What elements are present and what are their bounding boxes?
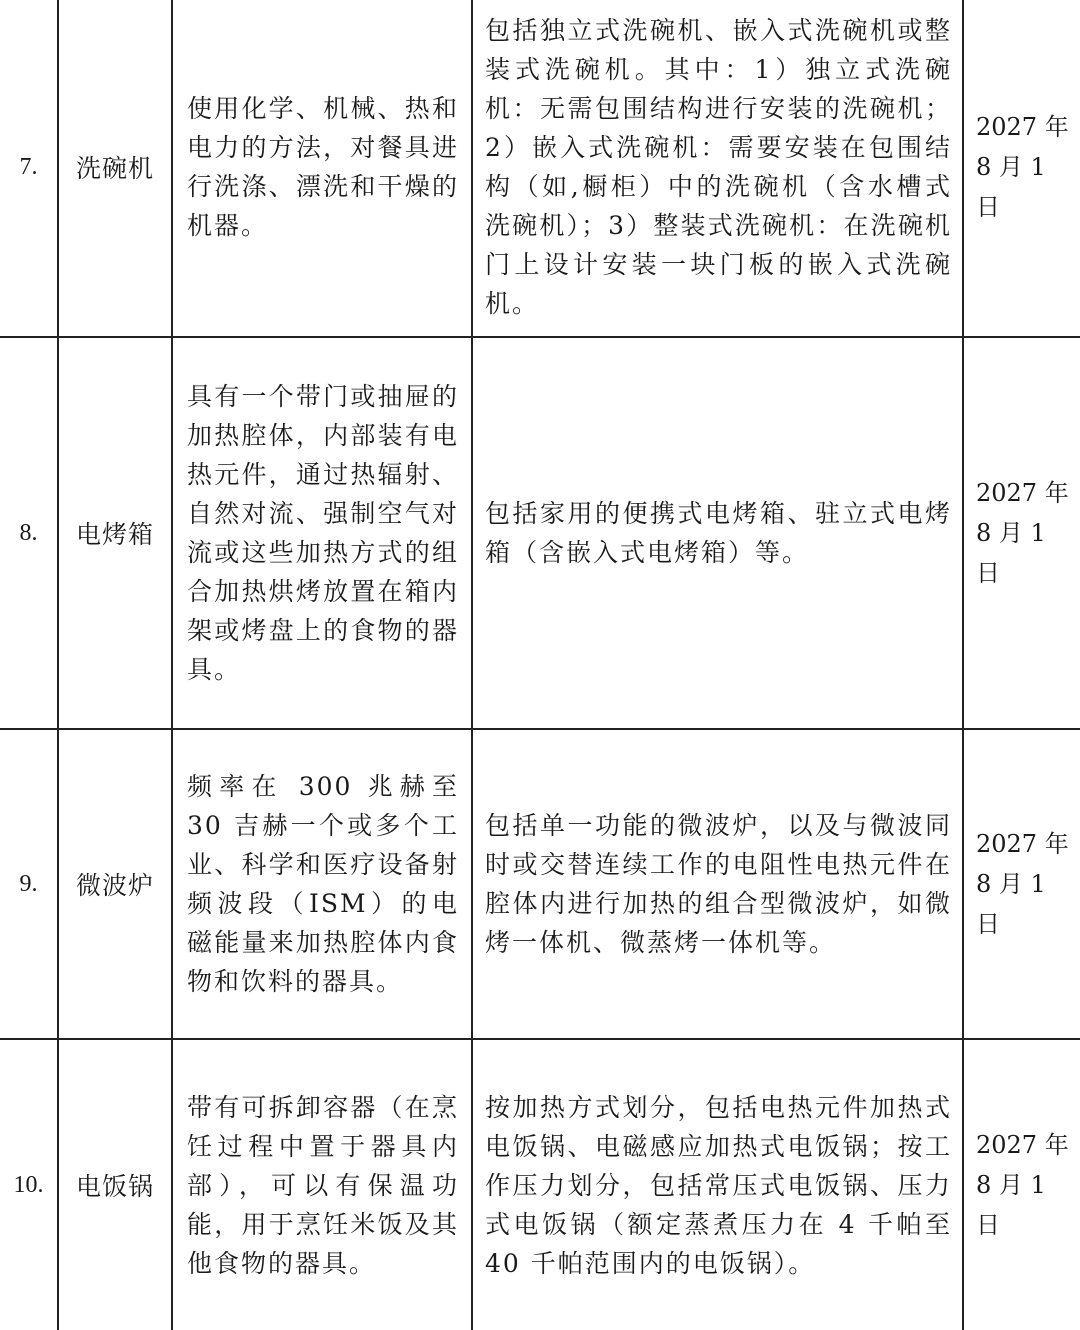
row-number: 7. [0, 0, 58, 337]
product-name: 洗碗机 [58, 0, 172, 337]
effective-date-year: 2027 年 [976, 113, 1069, 141]
table-row [0, 1039, 1080, 1330]
effective-date [963, 729, 1080, 1039]
product-scope: 包括家用的便携式电烤箱、驻立式电烤箱（含嵌入式电烤箱）等。 [472, 337, 963, 729]
effective-date-year: 2027 年 [976, 479, 1069, 507]
product-name: 微波炉 [58, 729, 172, 1039]
product-name: 电烤箱 [58, 337, 172, 729]
product-scope: 包括单一功能的微波炉，以及与微波同时或交替连续工作的电阻性电热元件在腔体内进行加热的组合型微波炉，如微烤一体机、微蒸烤一体机等。 [472, 729, 963, 1039]
table-row [0, 729, 1080, 1039]
product-scope: 包括独立式洗碗机、嵌入式洗碗机或整装式洗碗机。其中：1）独立式洗碗机：无需包围结构进行安装的洗碗机；2）嵌入式洗碗机：需要安装在包围结构（如,橱柜）中的洗碗机（含水槽式洗碗机）；3）整装式洗碗机：在洗碗机门上设计安装一块门板的嵌入式洗碗机。 [472, 0, 963, 337]
product-name: 电饭锅 [58, 1039, 172, 1330]
effective-date-day: 日 [976, 910, 1000, 938]
effective-date-day: 日 [976, 193, 1000, 221]
effective-date-year: 2027 年 [976, 1131, 1069, 1159]
effective-date-month: 8 月 1 [976, 1171, 1046, 1199]
product-scope: 按加热方式划分，包括电热元件加热式电饭锅、电磁感应加热式电饭锅；按工作压力划分，包括常压式电饭锅、压力式电饭锅（额定蒸煮压力在 4 千帕至 40 千帕范围内的电饭锅）。 [472, 1039, 963, 1330]
product-definition: 频率在 300 兆赫至 30 吉赫一个或多个工业、科学和医疗设备射频波段（ISM）的电磁能量来加热腔体内食物和饮料的器具。 [172, 729, 472, 1039]
product-definition: 使用化学、机械、热和电力的方法，对餐具进行洗涤、漂洗和干燥的机器。 [172, 0, 472, 337]
effective-date-day: 日 [976, 559, 1000, 587]
table-row [0, 337, 1080, 729]
effective-date-month: 8 月 1 [976, 153, 1046, 181]
product-definition: 带有可拆卸容器（在烹饪过程中置于器具内部），可以有保温功能，用于烹饪米饭及其他食物的器具。 [172, 1039, 472, 1330]
effective-date-month: 8 月 1 [976, 870, 1046, 898]
effective-date [963, 337, 1080, 729]
effective-date-year: 2027 年 [976, 830, 1069, 858]
effective-date-month: 8 月 1 [976, 519, 1046, 547]
product-definition: 具有一个带门或抽屉的加热腔体，内部装有电热元件，通过热辐射、自然对流、强制空气对流或这些加热方式的组合加热烘烤放置在箱内架或烤盘上的食物的器具。 [172, 337, 472, 729]
row-number: 10. [0, 1039, 58, 1330]
effective-date [963, 1039, 1080, 1330]
effective-date-day: 日 [976, 1211, 1000, 1239]
row-number: 8. [0, 337, 58, 729]
row-number: 9. [0, 729, 58, 1039]
table-row [0, 0, 1080, 337]
effective-date [963, 0, 1080, 337]
